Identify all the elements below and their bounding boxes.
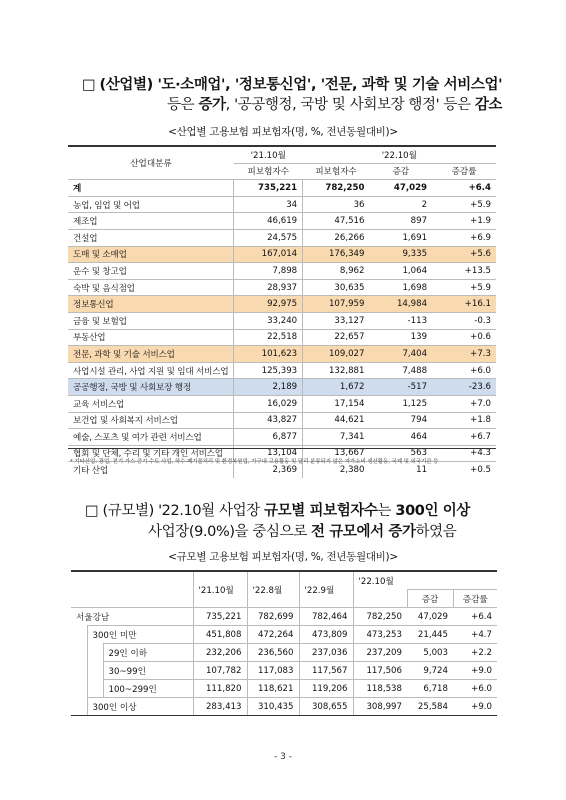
- industry-name-cell: 건설업: [68, 229, 234, 246]
- value-cell: +4.3: [432, 445, 496, 462]
- value-cell: 107,782: [193, 662, 247, 680]
- size-col-2110: '21.10월: [193, 571, 247, 608]
- value-cell: 117,567: [299, 662, 353, 680]
- table-row: [71, 608, 497, 626]
- value-cell: -113: [370, 312, 433, 329]
- value-cell: 310,435: [247, 698, 299, 716]
- value-cell: 7,488: [370, 362, 433, 379]
- value-cell: 22,657: [303, 329, 370, 346]
- industry-name-cell: 도매 및 소매업: [68, 246, 234, 263]
- value-cell: 139: [370, 329, 433, 346]
- industry-header-row1: [68, 146, 496, 163]
- section2-line2-pre: 사업장(9.0%)을 중심으로: [148, 524, 312, 540]
- industry-name-cell: 공공행정, 국방 및 사회보장 행정: [68, 379, 234, 396]
- col-2210: '22.10월: [303, 146, 496, 163]
- value-cell: 2,369: [234, 462, 303, 478]
- table-row: [68, 312, 496, 329]
- value-cell: 735,221: [193, 608, 247, 626]
- industry-name-cell: 기타 산업: [68, 462, 234, 478]
- section2-line1-bold1: 규모별 피보험자수: [264, 503, 378, 519]
- sub-change: 증감: [370, 163, 433, 180]
- value-cell: 26,266: [303, 229, 370, 246]
- industry-name-cell: 제조업: [68, 213, 234, 230]
- industry-name-cell: 농업, 임업 및 어업: [68, 196, 234, 213]
- industry-name-cell: 보건업 및 사회복지 서비스업: [68, 412, 234, 429]
- table-row: [68, 196, 496, 213]
- table-row: [71, 626, 497, 644]
- section2-line1-bold2: 300인 이상: [395, 503, 470, 519]
- value-cell: 283,413: [193, 698, 247, 716]
- value-cell: 176,349: [303, 246, 370, 263]
- value-cell: +6.0: [432, 362, 496, 379]
- table-row: [68, 395, 496, 412]
- section2-heading-line1: [85, 499, 470, 520]
- value-cell: +16.1: [432, 296, 496, 313]
- value-cell: 1,672: [303, 379, 370, 396]
- value-cell: 21,445: [407, 626, 453, 644]
- section1-line2-bold1: 증가: [198, 97, 226, 113]
- table-row: [68, 213, 496, 230]
- value-cell: 472,264: [247, 626, 299, 644]
- value-cell: +1.8: [432, 412, 496, 429]
- industry-name-cell: 예술, 스포츠 및 여가 관련 서비스업: [68, 429, 234, 446]
- value-cell: +4.7: [453, 626, 497, 644]
- value-cell: 782,250: [303, 180, 370, 197]
- value-cell: 2,189: [234, 379, 303, 396]
- value-cell: 1,064: [370, 263, 433, 280]
- sub-insured-b: 피보험자수: [303, 163, 370, 180]
- value-cell: 2: [370, 196, 433, 213]
- section2-line1-mid: 는: [377, 503, 396, 519]
- value-cell: 34: [234, 196, 303, 213]
- value-cell: 47,516: [303, 213, 370, 230]
- value-cell: 735,221: [234, 180, 303, 197]
- value-cell: 232,206: [193, 644, 247, 662]
- section2-line2-post: 하였음: [415, 524, 457, 540]
- value-cell: 125,393: [234, 362, 303, 379]
- industry-name-cell: 협회 및 단체, 수리 및 기타 개인 서비스업: [68, 445, 234, 462]
- size-name-cell: 100~299인: [103, 680, 193, 698]
- value-cell: -23.6: [432, 379, 496, 396]
- value-cell: 33,240: [234, 312, 303, 329]
- section1-line2-mid: , '공공행정, 국방 및 사회보장 행정' 등은: [225, 97, 475, 113]
- value-cell: 237,036: [299, 644, 353, 662]
- value-cell: 308,997: [353, 698, 407, 716]
- sub-insured-a: 피보험자수: [234, 163, 303, 180]
- value-cell: 897: [370, 213, 433, 230]
- value-cell: 92,975: [234, 296, 303, 313]
- value-cell: 24,575: [234, 229, 303, 246]
- size-name-cell: 300인 이상: [87, 698, 193, 716]
- industry-table-caption: <산업별 고용보험 피보험자(명, %, 전년동월대비)>: [168, 126, 398, 138]
- value-cell: 44,621: [303, 412, 370, 429]
- industry-name-cell: 금융 및 보험업: [68, 312, 234, 329]
- industry-footnote: * 기타산업: 광업, 전기·가스·증기·수도 사업, 하수·폐기물처리 및 환경복원업, 가구내 고용활동 및 달리 분류되지 않은 자가소비 생산활동, 국제 및 외국기관 등: [70, 459, 439, 465]
- value-cell: 109,027: [303, 346, 370, 363]
- value-cell: 236,560: [247, 644, 299, 662]
- section1-line2-pre: 등은: [167, 97, 199, 113]
- industry-table-bottom-rule: [68, 448, 496, 449]
- value-cell: +9.0: [453, 662, 497, 680]
- value-cell: 13,104: [234, 445, 303, 462]
- table-row: [68, 412, 496, 429]
- size-col-228: '22.8월: [247, 571, 299, 608]
- table-row: [68, 279, 496, 296]
- value-cell: 9,335: [370, 246, 433, 263]
- size-header-row1: [71, 571, 497, 590]
- table-row: [71, 680, 497, 698]
- value-cell: +6.4: [432, 180, 496, 197]
- size-name-cell: 30~99인: [103, 662, 193, 680]
- table-row: [68, 263, 496, 280]
- value-cell: 1,698: [370, 279, 433, 296]
- value-cell: 14,984: [370, 296, 433, 313]
- value-cell: 8,962: [303, 263, 370, 280]
- size-table-caption: <규모별 고용보험 피보험자(명, %, 전년동월대비)>: [168, 551, 398, 563]
- section1-line1-text: (산업별) '도·소매업', '정보통신업', '전문, 과학 및 기술 서비스업': [99, 77, 503, 93]
- industry-name-cell: 부동산업: [68, 329, 234, 346]
- industry-name-cell: 숙박 및 음식점업: [68, 279, 234, 296]
- value-cell: 111,820: [193, 680, 247, 698]
- industry-name-cell: 계: [68, 180, 234, 197]
- value-cell: 36: [303, 196, 370, 213]
- size-name-cell: 300인 미만: [87, 626, 193, 644]
- value-cell: 118,538: [353, 680, 407, 698]
- value-cell: 46,619: [234, 213, 303, 230]
- value-cell: 5,003: [407, 644, 453, 662]
- value-cell: +2.2: [453, 644, 497, 662]
- size-col-rate: 증감률: [453, 590, 497, 608]
- size-col-change: 증감: [407, 590, 453, 608]
- value-cell: 16,029: [234, 395, 303, 412]
- size-name-cell: 29인 이하: [103, 644, 193, 662]
- value-cell: 22,518: [234, 329, 303, 346]
- value-cell: -517: [370, 379, 433, 396]
- value-cell: +5.9: [432, 279, 496, 296]
- size-col-2210: '22.10월: [353, 571, 407, 590]
- value-cell: 107,959: [303, 296, 370, 313]
- value-cell: +13.5: [432, 263, 496, 280]
- value-cell: 132,881: [303, 362, 370, 379]
- table-row: [71, 644, 497, 662]
- section2-heading-line2: [148, 520, 456, 541]
- size-col-229: '22.9월: [299, 571, 353, 608]
- value-cell: 101,623: [234, 346, 303, 363]
- value-cell: 7,898: [234, 263, 303, 280]
- value-cell: 17,154: [303, 395, 370, 412]
- value-cell: 9,724: [407, 662, 453, 680]
- value-cell: 118,621: [247, 680, 299, 698]
- table-row: [68, 229, 496, 246]
- industry-table: [68, 145, 496, 478]
- value-cell: +1.9: [432, 213, 496, 230]
- industry-name-cell: 교육 서비스업: [68, 395, 234, 412]
- value-cell: 6,877: [234, 429, 303, 446]
- section1-heading-line2: [167, 93, 502, 114]
- value-cell: 43,827: [234, 412, 303, 429]
- value-cell: 28,937: [234, 279, 303, 296]
- value-cell: 473,253: [353, 626, 407, 644]
- table-row: [68, 429, 496, 446]
- table-row: [68, 180, 496, 197]
- industry-name-cell: 전문, 과학 및 기술 서비스업: [68, 346, 234, 363]
- value-cell: +6.0: [453, 680, 497, 698]
- size-table: [71, 570, 497, 716]
- value-cell: 117,506: [353, 662, 407, 680]
- value-cell: 1,125: [370, 395, 433, 412]
- value-cell: 782,464: [299, 608, 353, 626]
- value-cell: +5.9: [432, 196, 496, 213]
- value-cell: +5.6: [432, 246, 496, 263]
- table-row: [71, 698, 497, 716]
- value-cell: +0.6: [432, 329, 496, 346]
- col-2110: '21.10월: [234, 146, 303, 163]
- col-industry: 산업대분류: [68, 146, 234, 180]
- industry-name-cell: 정보통신업: [68, 296, 234, 313]
- industry-name-cell: 운수 및 창고업: [68, 263, 234, 280]
- value-cell: +6.4: [453, 608, 497, 626]
- table-row: [68, 246, 496, 263]
- value-cell: 563: [370, 445, 433, 462]
- industry-name-cell: 사업시설 관리, 사업 지원 및 임대 서비스업: [68, 362, 234, 379]
- sub-rate: 증감률: [432, 163, 496, 180]
- section2-line2-bold1: 전 규모에서 증가: [311, 524, 416, 540]
- value-cell: 33,127: [303, 312, 370, 329]
- value-cell: 30,635: [303, 279, 370, 296]
- value-cell: +6.7: [432, 429, 496, 446]
- section1-bullet: □: [82, 77, 96, 93]
- value-cell: 117,083: [247, 662, 299, 680]
- table-row: [71, 662, 497, 680]
- value-cell: 782,699: [247, 608, 299, 626]
- size-name-cell: 서울강남: [71, 608, 193, 626]
- value-cell: 6,718: [407, 680, 453, 698]
- value-cell: 794: [370, 412, 433, 429]
- table-row: [68, 329, 496, 346]
- value-cell: 1,691: [370, 229, 433, 246]
- value-cell: +0.5: [432, 462, 496, 478]
- value-cell: 7,404: [370, 346, 433, 363]
- value-cell: 464: [370, 429, 433, 446]
- section1-line2-bold2: 감소: [474, 97, 503, 113]
- section2-bullet: □: [85, 503, 99, 519]
- value-cell: 782,250: [353, 608, 407, 626]
- value-cell: +7.0: [432, 395, 496, 412]
- section2-line1-pre: (규모별) '22.10월 사업장: [102, 503, 265, 519]
- section1-heading-line1: [82, 73, 502, 94]
- table-row: [68, 362, 496, 379]
- value-cell: 2,380: [303, 462, 370, 478]
- value-cell: +9.0: [453, 698, 497, 716]
- table-row: [68, 346, 496, 363]
- value-cell: -0.3: [432, 312, 496, 329]
- page-number: - 3 -: [274, 752, 292, 762]
- value-cell: 167,014: [234, 246, 303, 263]
- value-cell: 451,808: [193, 626, 247, 644]
- value-cell: +7.3: [432, 346, 496, 363]
- value-cell: 7,341: [303, 429, 370, 446]
- value-cell: 25,584: [407, 698, 453, 716]
- value-cell: 237,209: [353, 644, 407, 662]
- table-row: [68, 379, 496, 396]
- value-cell: 119,206: [299, 680, 353, 698]
- value-cell: +6.9: [432, 229, 496, 246]
- value-cell: 13,667: [303, 445, 370, 462]
- value-cell: 47,029: [370, 180, 433, 197]
- value-cell: 47,029: [407, 608, 453, 626]
- table-row: [68, 296, 496, 313]
- value-cell: 11: [370, 462, 433, 478]
- value-cell: 308,655: [299, 698, 353, 716]
- value-cell: 473,809: [299, 626, 353, 644]
